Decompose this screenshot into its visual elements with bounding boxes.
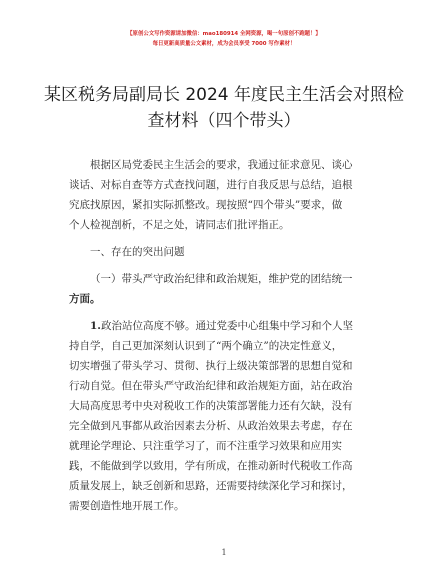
- point-line: 行动自觉。但在带头严守政治纪律和政治规矩方面，站在政治: [69, 380, 353, 392]
- document-title-line-1: 某区税务局副局长 2024 年度民主生活会对照检: [43, 85, 405, 105]
- point-line: 践，不能做到学以致用，学有所成，在推动新时代税收工作高: [69, 460, 353, 472]
- point-line: 完全做到凡事都从政治因素去分析、从政治效果去考虑，存在: [69, 420, 353, 432]
- point-line: 持自学，自己更加深刻认识到了“两个确立”的决定性意义，: [69, 340, 343, 352]
- page-number: 1: [221, 548, 227, 557]
- point-line: 需要创造性地开展工作。: [69, 500, 185, 512]
- intro-line: 究底找原因，紧扣实际抓整改。现按照“四个带头”要求，做: [69, 199, 343, 211]
- promo-banner-line-1: 【原创公文写作资源请加微信：mao180914 全网资源，喝一句原创不跑题！】: [127, 31, 321, 37]
- point-line: 质量发展上，缺乏创新和思路，还需要持续深化学习和探讨，: [69, 480, 353, 492]
- point-line: 大局高度思考中央对税收工作的决策部署能力还有欠缺，没有: [69, 400, 353, 412]
- section-heading: 一、存在的突出问题: [90, 246, 185, 258]
- intro-line: 谈话、对标自查等方式查找问题，进行自我反思与总结，追根: [69, 179, 353, 191]
- point-line-text: 政治站位高度不够。通过党委中心组集中学习和个人坚: [100, 320, 353, 332]
- document-title-line-2: 查材料（四个带头）: [147, 111, 301, 131]
- intro-line: 个人检视剖析，不足之处，请同志们批评指正。: [69, 219, 290, 231]
- subsection-heading-line-2: 方面。: [69, 293, 101, 305]
- intro-line: 根据区局党委民主生活会的要求，我通过征求意见、谈心: [90, 159, 353, 171]
- subsection-heading-line-1: （一）带头严守政治纪律和政治规矩，维护党的团结统一: [90, 273, 353, 285]
- point-line: [90, 319, 353, 333]
- point-line: 就理论学理论、只注重学习了，而不注重学习效果和应用实: [69, 440, 342, 452]
- point-number: 1.: [90, 320, 101, 332]
- promo-banner-line-2: 每日更新高质量公文素材，成为会员享受 7000 写作素材！: [152, 41, 296, 47]
- point-line: 切实增强了带头学习、贯彻、执行上级决策部署的思想自觉和: [69, 360, 353, 372]
